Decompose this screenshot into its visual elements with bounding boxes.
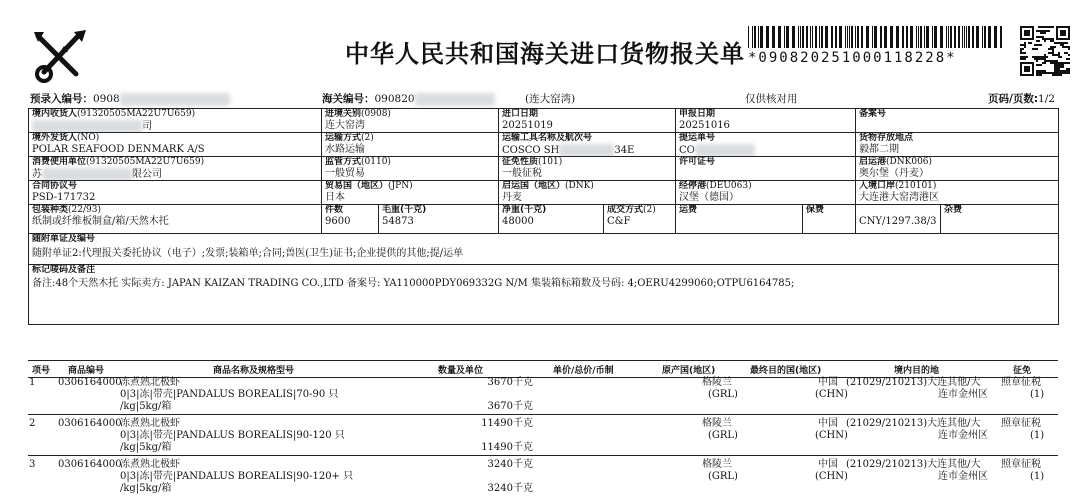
row-origin-code: (GRL) bbox=[708, 430, 738, 441]
marks-cell: 标记唛码及备注 备注:48个天然木托 实际卖方: JAPAN KAIZAN TRADING CO.,LTD 备案号: YA110000PDY069332G N/M 集装箱标箱数及号码: 4;OERU4299060;OTPU6164785; bbox=[29, 265, 1059, 325]
goods-header-levy: 征免 bbox=[1013, 366, 1032, 376]
misc-cell: 杂费 bbox=[941, 205, 1059, 234]
declare-date-cell: 申报日期 20251016 bbox=[676, 109, 856, 133]
row-domestic-2: 连市金州区 bbox=[938, 430, 988, 441]
row-code: 0306164000 bbox=[58, 459, 122, 470]
row-qty-legal: 11490千克 bbox=[481, 442, 533, 453]
row-qty: 11490千克 bbox=[481, 418, 533, 429]
net-weight-cell: 净重(千克) 48000 bbox=[499, 205, 604, 234]
row-divider bbox=[28, 414, 1058, 415]
row-levy-code: (1) bbox=[1030, 471, 1045, 482]
row-qty-legal: 3240千克 bbox=[487, 483, 533, 494]
row-number: 2 bbox=[29, 418, 36, 429]
row-name: 冻煮熟北极虾 bbox=[120, 377, 180, 388]
customs-number: 海关编号：090820 bbox=[322, 91, 495, 106]
goods-header-dest-country: 最终目的国(地区) bbox=[750, 366, 822, 376]
row-dest-code: (CHN) bbox=[815, 471, 848, 482]
row-domestic-2: 连市金州区 bbox=[938, 389, 988, 400]
goods-header-price: 单价/总价/币制 bbox=[553, 366, 614, 376]
row-domestic: (21029/210213)大连其他/大 bbox=[846, 459, 981, 470]
verify-note: 仅供核对用 bbox=[745, 93, 798, 105]
shipper-cell: 境外发货人(NO) POLAR SEAFOOD DENMARK A/S bbox=[29, 133, 322, 157]
row-dest: 中国 bbox=[818, 377, 838, 388]
row-spec: 0|3|冻|带壳|PANDALUS BOREALIS|90-120 只 bbox=[120, 430, 345, 441]
trade-country-cell: 贸易国（地区）(JPN) 日本 bbox=[322, 181, 499, 205]
row-dest: 中国 bbox=[818, 418, 838, 429]
row-number: 1 bbox=[29, 377, 36, 388]
license-cell: 许可证号 bbox=[676, 157, 856, 181]
row-origin-code: (GRL) bbox=[708, 471, 738, 482]
record-no-cell: 备案号 bbox=[856, 109, 1059, 133]
import-date-cell: 进口日期 20251019 bbox=[499, 109, 676, 133]
goods-header-name: 商品名称及规格型号 bbox=[213, 366, 295, 376]
customs-emblem-logo bbox=[30, 28, 90, 84]
goods-table-header bbox=[28, 360, 1058, 378]
page-counter: 页码/页数:1/2 bbox=[988, 93, 1055, 105]
insurance-label-cell: 保费 bbox=[802, 205, 855, 233]
row-origin: 格陵兰 bbox=[702, 418, 732, 429]
row-spec-unit: /kg|5kg/箱 bbox=[120, 401, 172, 412]
insurance-cell: CNY/1297.38/3 bbox=[856, 205, 941, 234]
row-spec-unit: /kg|5kg/箱 bbox=[120, 483, 172, 494]
row-origin: 格陵兰 bbox=[702, 377, 732, 388]
supervision-cell: 监管方式(0110) 一般贸易 bbox=[322, 157, 499, 181]
transport-mode-cell: 运输方式(2) 水路运输 bbox=[322, 133, 499, 157]
row-domestic-2: 连市金州区 bbox=[938, 471, 988, 482]
row-qty: 3670千克 bbox=[487, 377, 533, 388]
row-spec: 0|3|冻|带壳|PANDALUS BOREALIS|70-90 只 bbox=[120, 389, 339, 400]
pieces-cell: 件数 9600 bbox=[322, 205, 379, 234]
conveyance-cell: 运输工具名称及航次号 COSCO SH 34E bbox=[499, 133, 676, 157]
row-levy-code: (1) bbox=[1030, 389, 1045, 400]
row-code: 0306164000 bbox=[58, 418, 122, 429]
package-cell: 包装种类(22/93) 纸制或纤维板制盒/箱/天然木托 bbox=[29, 205, 322, 234]
row-qty: 3240千克 bbox=[487, 459, 533, 470]
row-number: 3 bbox=[29, 459, 36, 470]
departure-port-cell: 启运港(DNK006) 奥尔堡（丹麦） bbox=[856, 157, 1059, 181]
goods-header-domestic: 境内目的地 bbox=[894, 366, 940, 376]
levy-cell: 征免性质(101) 一般征税 bbox=[499, 157, 676, 181]
freight-cell: 运费 bbox=[679, 205, 698, 215]
row-qty-legal: 3670千克 bbox=[487, 401, 533, 412]
row-levy: 照章征税 bbox=[1001, 459, 1041, 470]
documents-cell: 随附单证及编号 随附单证2:代理报关委托协议（电子）;发票;装箱单;合同;兽医(卫生)证书;企业提供的其他;提/运单 bbox=[29, 234, 1059, 265]
row-origin-code: (GRL) bbox=[708, 389, 738, 400]
goods-header-item-no: 项号 bbox=[32, 366, 51, 376]
qr-code bbox=[1020, 26, 1070, 76]
entry-port-cell: 入境口岸(210101) 大连港大窑湾港区 bbox=[856, 181, 1059, 205]
goods-header-origin: 原产国(地区) bbox=[662, 366, 716, 376]
port-of-entry-cell: 进境关别(0908) 连大窑湾 bbox=[322, 109, 499, 133]
row-dest-code: (CHN) bbox=[815, 389, 848, 400]
row-levy: 照章征税 bbox=[1001, 377, 1041, 388]
page-title: 中华人民共和国海关进口货物报关单 bbox=[345, 40, 745, 68]
row-origin: 格陵兰 bbox=[702, 459, 732, 470]
customs-office: (连大窑湾) bbox=[525, 93, 576, 105]
origin-country-cell: 启运国（地区）(DNK) 丹麦 bbox=[499, 181, 676, 205]
declaration-form bbox=[28, 108, 1059, 325]
bill-no-cell: 提运单号 CO bbox=[676, 133, 856, 157]
row-name: 冻煮熟北极虾 bbox=[120, 459, 180, 470]
row-spec-unit: /kg|5kg/箱 bbox=[120, 442, 172, 453]
via-port-cell: 经停港(DEU063) 汉堡（德国） bbox=[676, 181, 856, 205]
row-name: 冻煮熟北极虾 bbox=[120, 418, 180, 429]
row-dest-code: (CHN) bbox=[815, 430, 848, 441]
row-domestic: (21029/210213)大连其他/大 bbox=[846, 418, 981, 429]
goods-header-qty: 数量及单位 bbox=[438, 366, 484, 376]
row-levy: 照章征税 bbox=[1001, 418, 1041, 429]
row-code: 0306164000 bbox=[58, 377, 122, 388]
gross-weight-cell: 毛重(千克) 54873 bbox=[379, 205, 499, 234]
freight-insurance-cell bbox=[676, 205, 856, 234]
consumer-cell: 消费使用单位(91320505MA22U7U659) 苏 限公司 bbox=[29, 157, 322, 181]
row-dest: 中国 bbox=[818, 459, 838, 470]
barcode-text: *0908202510001182​28* bbox=[748, 50, 957, 66]
contract-cell: 合同协议号 PSD-171732 bbox=[29, 181, 322, 205]
terms-cell: 成交方式(2) C&F bbox=[604, 205, 676, 234]
pre-entry-number: 预录入编号：0908 bbox=[30, 91, 230, 106]
consignee-cell: 境内收货人(91320505MA22U7U659) 司 bbox=[29, 109, 322, 133]
row-spec: 0|3|冻|带壳|PANDALUS BOREALIS|90-120+ 只 bbox=[120, 471, 354, 482]
storage-cell: 货物存放地点 毅都二期 bbox=[856, 133, 1059, 157]
row-domestic: (21029/210213)大连其他/大 bbox=[846, 377, 981, 388]
goods-header-code: 商品编号 bbox=[68, 366, 105, 376]
row-divider bbox=[28, 455, 1058, 456]
row-levy-code: (1) bbox=[1030, 430, 1045, 441]
